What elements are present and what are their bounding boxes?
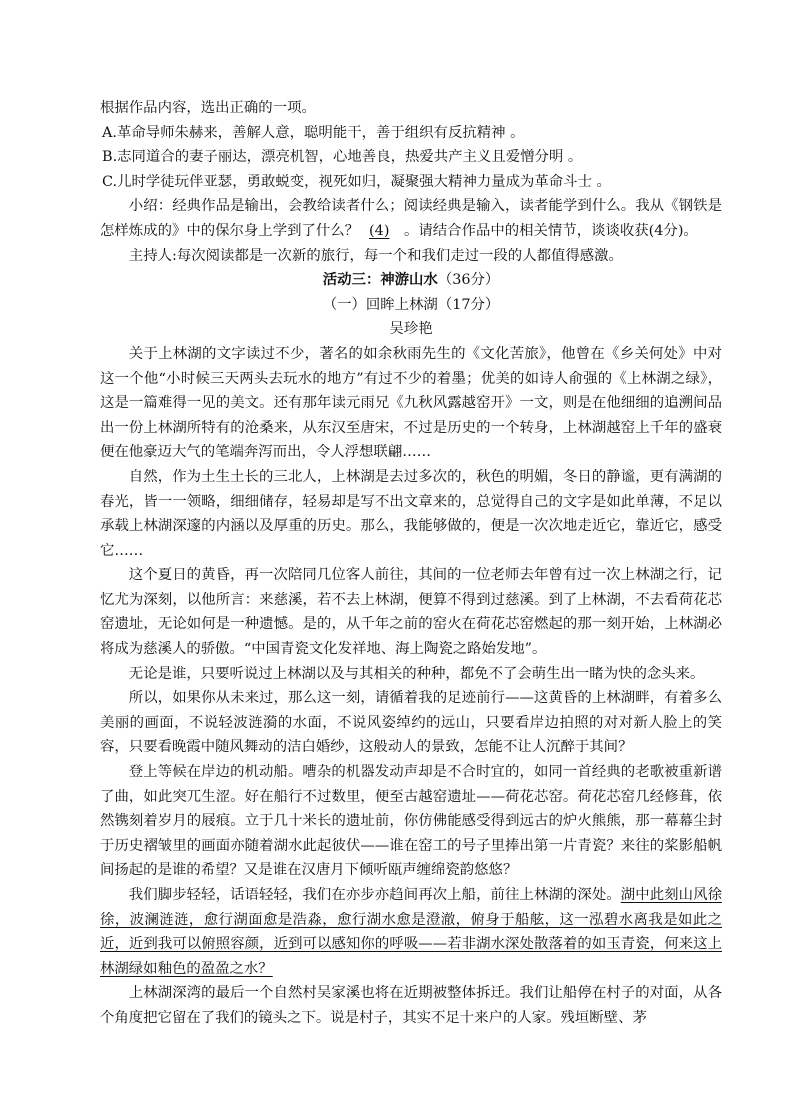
article-paragraph: 自然，作为土生土长的三北人，上林湖是去过多次的，秋色的明媚，冬日的静谧，更有满湖的春光，皆一一领略，细细储存，轻易却是写不出文章来的，总觉得自己的文字是如此单薄，不足以承载上林湖深邃的内涵以及厚重的历史。那么，我能够做的，便是一次次地走近它，靠近它，感受它…… (100, 468, 722, 559)
activity-points: （36分） (437, 272, 500, 289)
activity-title: 活动三：神游山水 (322, 271, 438, 289)
summary-paragraph (100, 194, 722, 243)
author-name: 吴珍艳 (389, 321, 433, 338)
answer-blank-4: (4) (369, 222, 390, 239)
article-paragraph: 登上等候在岸边的机动船。嘈杂的机器发动声却是不合时宜的，如同一首经典的老歌被重新谱了曲，如此突兀生涩。好在船行不过数里，便至古越窑遗址——荷花芯窑。荷花芯窑几经修葺，依然镌刻着岁月的屐痕。立于几十米长的遗址前，你仿佛能感受得到远古的炉火熊熊，那一幕幕尘封于历史褶皱里的画面亦随着湖水此起彼伏——谁在窑工的号子里捧出第一片青瓷？来往的桨影船帆间扬起的是谁的希望？又是谁在汉唐月下倾听瓯声缠绵瓷韵悠悠？ (100, 764, 722, 879)
host-paragraph: 主持人:每次阅读都是一次新的旅行，每一个和我们走过一段的人都值得感激。 (128, 247, 623, 264)
question-intro: 根据作品内容，选出正确的一项。 (100, 100, 316, 116)
article-paragraph-underlined (100, 883, 722, 981)
summary-text-end: 。请结合作品中的相关情节，谈谈收获(4分)。 (399, 222, 698, 239)
article-paragraph: 无论是谁，只要听说过上林湖以及与其相关的种种，都免不了会萌生出一睹为快的念头来。 (128, 665, 705, 682)
article-paragraph: 所以，如果你从未来过，那么这一刻，请循着我的足迹前行——这黄昏的上林湖畔，有着多么美丽的画面，不说轻波涟漪的水面，不说风姿绰约的远山，只要看岸边拍照的对对新人脸上的笑容，只要看晚霞中随风舞动的洁白婚纱，这般动人的景致，怎能不让人沉醉于其间？ (100, 690, 722, 756)
paragraph-text: 我们脚步轻轻，话语轻轻，我们在亦步亦趋间再次上船，前往上林湖的深处。 (128, 887, 621, 903)
article-paragraph: 上林湖深湾的最后一个自然村吴家溪也将在近期被整体拆迁。我们让船停在村子的对面，从各个角度把它留在了我们的镜头之下。说是村子，其实不足十来户的人家。残垣断壁、茅 (100, 985, 722, 1026)
activity-heading (100, 268, 722, 293)
underlined-sentence: 湖中此刻山风徐徐，波澜涟涟，愈行湖面愈是浩淼，愈行湖水愈是澄澈，俯身于船舷，这一泓碧水离我是如此之近，近到我可以俯照容颜，近到可以感知你的呼吸——若非湖水深处散落着的如玉青瓷，何来这上林湖绿如釉色的盈盈之水？ (100, 887, 722, 977)
option-b: B.志同道合的妻子丽达，漂亮机智，心地善良，热爱共产主义且爱憎分明 。 (102, 149, 583, 166)
document-page (100, 96, 722, 1031)
section-title: （一）回眸上林湖（17分） (322, 296, 500, 313)
article-paragraph: 关于上林湖的文字读过不少，著名的如余秋雨先生的《文化苦旅》，他曾在《乡关何处》中对这一个他“小时候三天两头去玩水的地方”有过不少的着墨；优美的如诗人俞强的《上林湖之绿》，这是一篇难得一见的美文。还有那年读元雨兄《九秋风露越窑开》一文，则是在他细细的追溯间品出一份上林湖所特有的沧桑来，从东汉至唐宋，不过是历史的一个转身，上林湖越窑上千年的盛衰便在他豪迈大气的笔端奔泻而出，令人浮想联翩…… (100, 345, 722, 461)
summary-text: 小绍：经典作品是输出，会教给读者什么；阅读经典是输入，读者能学到什么。我从《钢铁是怎样炼成的》中的保尔身上学到了什么？ (100, 198, 722, 239)
article-paragraph: 这个夏日的黄昏，再一次陪同几位客人前往，其间的一位老师去年曾有过一次上林湖之行，记忆尤为深刻，以他所言：来慈溪，若不去上林湖，便算不得到过慈溪。到了上林湖，不去看荷花芯窑遗址，无论如何是一种遗憾。是的，从千年之前的窑火在荷花芯窑燃起的那一刻开始，上林湖必将成为慈溪人的骄傲。“中国青瓷文化发祥地、海上陶瓷之路始发地”。 (100, 567, 722, 658)
option-c: C.儿时学徒玩伴亚瑟，勇敢蜕变，视死如归，凝聚强大精神力量成为革命斗士 。 (102, 173, 611, 190)
option-a: A.革命导师朱赫来，善解人意，聪明能干，善于组织有反抗精神 。 (102, 124, 525, 141)
